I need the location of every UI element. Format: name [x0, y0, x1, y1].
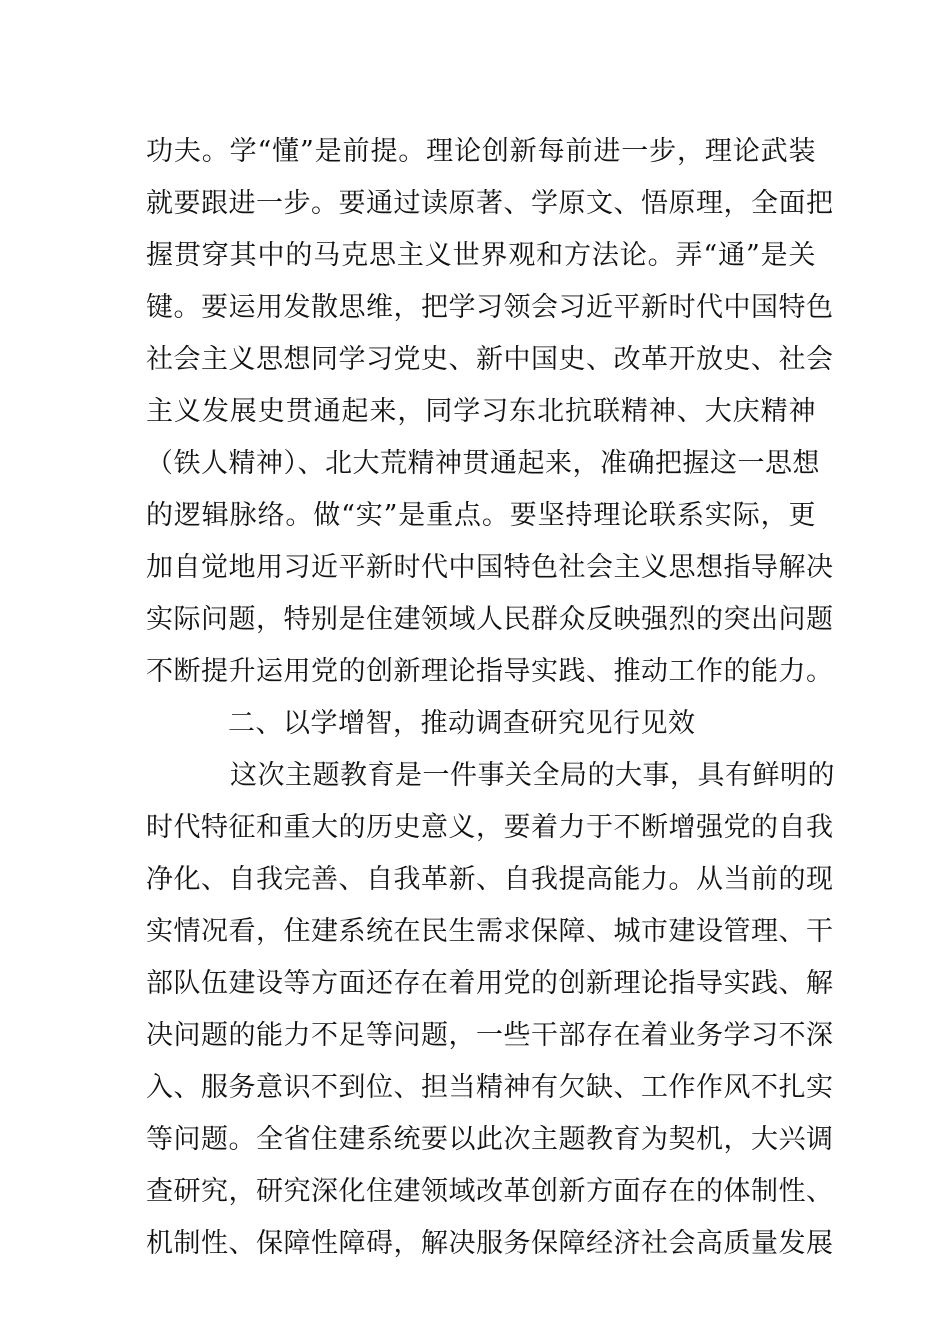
- text-line: 不断提升运用党的创新理论指导实践、推动工作的能力。: [146, 656, 834, 687]
- text-line: 净化、自我完善、自我革新、自我提高能力。从当前的现: [146, 864, 834, 895]
- text-line: 功夫。学“懂”是前提。理论创新每前进一步，理论武装: [146, 136, 816, 167]
- text-line: 握贯穿其中的马克思主义世界观和方法论。弄“通”是关: [146, 240, 816, 271]
- text-line: 机制性、保障性障碍，解决服务保障经济社会高质量发展: [146, 1228, 834, 1259]
- text-line: 的逻辑脉络。做“实”是重点。要坚持理论联系实际，更: [146, 500, 816, 531]
- text-line: 部队伍建设等方面还存在着用党的创新理论指导实践、解: [146, 968, 834, 999]
- text-line: 等问题。全省住建系统要以此次主题教育为契机，大兴调: [146, 1124, 834, 1155]
- text-line: 入、服务意识不到位、担当精神有欠缺、工作作风不扎实: [146, 1072, 834, 1103]
- text-line: 实际问题，特别是住建领域人民群众反映强烈的突出问题: [146, 604, 834, 635]
- text-line: 键。要运用发散思维，把学习领会习近平新时代中国特色: [146, 292, 834, 323]
- body-text: [146, 126, 835, 1270]
- text-line: 决问题的能力不足等问题，一些干部存在着业务学习不深: [146, 1020, 834, 1051]
- text-line: （铁人精神）、北大荒精神贯通起来，准确把握这一思想: [146, 448, 820, 479]
- text-line: 主义发展史贯通起来，同学习东北抗联精神、大庆精神: [146, 396, 816, 427]
- text-line: 就要跟进一步。要通过读原著、学原文、悟原理，全面把: [146, 188, 834, 219]
- text-line: 社会主义思想同学习党史、新中国史、改革开放史、社会: [146, 344, 834, 375]
- text-line: 查研究，研究深化住建领域改革创新方面存在的体制性、: [146, 1176, 834, 1207]
- section-heading: 二、以学增智，推动调查研究见行见效: [228, 708, 696, 739]
- text-line: 加自觉地用习近平新时代中国特色社会主义思想指导解决: [146, 552, 834, 583]
- text-line: 时代特征和重大的历史意义，要着力于不断增强党的自我: [146, 812, 834, 843]
- text-line: 实情况看，住建系统在民生需求保障、城市建设管理、干: [146, 916, 834, 947]
- paragraph-first-line: 这次主题教育是一件事关全局的大事，具有鲜明的: [230, 760, 835, 791]
